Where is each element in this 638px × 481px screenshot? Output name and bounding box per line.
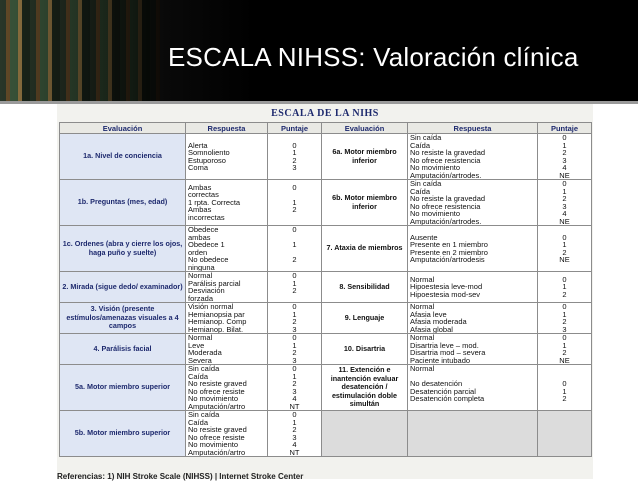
response-item: Obedece 1 xyxy=(188,240,225,249)
response-item: No resiste la gravedad xyxy=(410,148,486,157)
header-respuesta-right: Respuesta xyxy=(408,123,538,134)
response-item: Presente en 1 miembro xyxy=(410,240,488,249)
score-item: 1 xyxy=(292,417,297,427)
evaluation-label-right: 10. Disartria xyxy=(322,334,408,365)
score-item-cell xyxy=(538,134,592,180)
response-item: Amputación/artro xyxy=(188,447,246,457)
response-item: Leve xyxy=(188,340,205,350)
score-item: 0 xyxy=(562,232,567,242)
table-row xyxy=(60,134,592,180)
score-item-cell xyxy=(268,303,322,334)
header-puntaje: Puntaje xyxy=(268,123,322,134)
response-item: Disartria mod – severa xyxy=(410,348,486,357)
response-item-cell xyxy=(408,180,538,226)
score-item: 1 xyxy=(292,148,297,157)
response-item: Sin caída xyxy=(188,364,220,373)
response-item: Sin caída xyxy=(188,410,220,419)
response-item: ninguna xyxy=(188,262,215,272)
score-item: 2 xyxy=(292,425,297,434)
response-item: Desviación xyxy=(188,286,225,295)
header-evaluacion: Evaluación xyxy=(60,123,186,134)
response-item: Moderada xyxy=(188,348,222,357)
evaluation-label-left: 5a. Motor miembro superior xyxy=(60,365,186,411)
response-item-cell xyxy=(408,226,538,272)
empty-response-item-cell xyxy=(408,411,538,457)
response-item: Amputación/artrodes. xyxy=(410,216,482,226)
score-item: 0 xyxy=(292,410,297,419)
response-item: ambas xyxy=(188,232,211,242)
score-item: 1 xyxy=(562,186,567,196)
empty-score-item-cell xyxy=(538,411,592,457)
response-item: No ofrece resiste xyxy=(188,386,245,396)
score-item: 1 xyxy=(292,278,297,288)
score-item-cell xyxy=(538,303,592,334)
response-item: Desatención parcial xyxy=(410,386,476,396)
evaluation-label-right: 11. Extención e inantención evaluar desatención / estimulación doble simultán xyxy=(322,365,408,411)
response-item: Normal xyxy=(410,274,435,284)
response-item: Parálisis parcial xyxy=(188,278,241,288)
score-item: 3 xyxy=(562,155,567,165)
empty-evaluation-label-right-cell xyxy=(322,411,408,457)
score-item xyxy=(540,403,589,411)
score-item xyxy=(270,214,319,222)
response-item: No obedece xyxy=(188,255,229,264)
score-item-cell xyxy=(538,365,592,411)
table-body xyxy=(60,134,592,457)
score-item: 0 xyxy=(562,333,567,342)
score-item: 2 xyxy=(562,394,567,403)
evaluation-label-left: 4. Parálisis facial xyxy=(60,334,186,365)
score-item: 3 xyxy=(292,355,297,365)
response-item: No movimiento xyxy=(410,209,461,218)
response-item: Severa xyxy=(188,355,212,365)
table-header-row xyxy=(60,123,592,134)
evaluation-label-right: 6b. Motor miembro inferior xyxy=(322,180,408,226)
score-item: NT xyxy=(289,447,300,457)
score-item: 2 xyxy=(292,379,297,388)
response-item: Coma xyxy=(188,163,209,172)
table-row xyxy=(60,365,592,411)
response-item-cell xyxy=(186,226,268,272)
score-item: 2 xyxy=(562,194,567,203)
table-row xyxy=(60,180,592,226)
header-evaluacion-right: Evaluación xyxy=(322,123,408,134)
header-photo-strip xyxy=(0,0,160,104)
response-item-cell xyxy=(408,134,538,180)
score-item: NE xyxy=(559,255,570,264)
response-item: forzada xyxy=(188,293,214,303)
score-item xyxy=(270,264,319,272)
response-item: Ausente xyxy=(410,232,438,242)
response-item: Sin caída xyxy=(410,133,442,142)
response-item: Afasia leve xyxy=(410,309,447,319)
score-item: 2 xyxy=(562,317,567,326)
score-item: 0 xyxy=(562,179,567,188)
sheet-title: ESCALA DE LA NIHS xyxy=(271,108,379,119)
response-item: Somnoliento xyxy=(188,148,230,157)
evaluation-label-left: 1a. Nivel de conciencia xyxy=(60,134,186,180)
response-item: Normal xyxy=(410,302,435,311)
response-item: Alerta xyxy=(188,140,208,150)
response-item: No ofrece resistencia xyxy=(410,155,481,165)
response-item: Normal xyxy=(410,364,435,373)
response-item: Caída xyxy=(188,371,209,381)
response-item: No movimiento xyxy=(188,440,239,449)
score-item: 1 xyxy=(292,197,297,207)
response-item-cell xyxy=(408,303,538,334)
score-item-cell xyxy=(268,365,322,411)
score-item: 0 xyxy=(292,182,297,192)
response-item: No desatención xyxy=(410,379,463,388)
score-item: 1 xyxy=(562,386,567,396)
response-item: Hemianop. Comp xyxy=(188,317,247,326)
score-item-cell xyxy=(538,272,592,303)
response-item: Ambas xyxy=(188,205,212,215)
score-item: NE xyxy=(559,170,570,180)
response-item-cell xyxy=(186,334,268,365)
nihss-sheet xyxy=(57,104,593,479)
evaluation-label-right: 9. Lenguaje xyxy=(322,303,408,334)
response-item: 1 rpta. Correcta xyxy=(188,197,241,207)
score-item: NE xyxy=(559,216,570,226)
table-row xyxy=(60,303,592,334)
score-item-cell xyxy=(538,180,592,226)
response-item-cell xyxy=(408,365,538,411)
score-item-cell xyxy=(268,272,322,303)
response-item: Ambas xyxy=(188,182,212,192)
evaluation-label-right: 8. Sensibilidad xyxy=(322,272,408,303)
score-item xyxy=(270,295,319,303)
score-item: 0 xyxy=(292,302,297,311)
score-item-cell xyxy=(268,411,322,457)
table-row xyxy=(60,226,592,272)
score-item: 0 xyxy=(292,364,297,373)
response-item-cell xyxy=(186,303,268,334)
response-item: Estuporoso xyxy=(188,155,226,165)
score-item: 4 xyxy=(562,209,567,218)
response-item-cell xyxy=(408,334,538,365)
score-item: 2 xyxy=(562,348,567,357)
response-item: No resiste graved xyxy=(188,425,247,434)
response-item: Amputación/artrodes. xyxy=(410,170,482,180)
response-item: Afasia global xyxy=(410,324,453,334)
response-item: Caída xyxy=(188,417,209,427)
response-item: Normal xyxy=(188,271,213,280)
score-item: 2 xyxy=(292,155,297,165)
score-item: 2 xyxy=(562,247,567,257)
nihss-table xyxy=(59,122,592,457)
score-item: 0 xyxy=(562,133,567,142)
score-item: 4 xyxy=(562,163,567,172)
score-item: 4 xyxy=(292,394,297,403)
response-item: Paciente intubado xyxy=(410,355,471,365)
score-item: 1 xyxy=(562,240,567,249)
response-item-cell xyxy=(186,411,268,457)
evaluation-label-left: 5b. Motor miembro superior xyxy=(60,411,186,457)
response-item: Obedece xyxy=(188,225,219,234)
score-item-cell xyxy=(268,134,322,180)
header-respuesta: Respuesta xyxy=(186,123,268,134)
response-item: Hipoestesia leve-mod xyxy=(410,282,483,292)
score-item: NT xyxy=(289,401,300,411)
score-item: 2 xyxy=(292,286,297,295)
response-item: No ofrece resiste xyxy=(188,432,245,442)
response-item: No resiste graved xyxy=(188,379,247,388)
slide-title: ESCALA NIHSS: Valoración clínica xyxy=(168,42,579,72)
response-item: No movimiento xyxy=(410,163,461,172)
response-item: Normal xyxy=(410,333,435,342)
response-item: orden xyxy=(188,247,208,257)
score-item: 1 xyxy=(292,309,297,319)
score-item: NE xyxy=(559,355,570,365)
response-item-cell xyxy=(186,365,268,411)
header-puntaje-right: Puntaje xyxy=(538,123,592,134)
score-item: 2 xyxy=(292,255,297,264)
score-item: 0 xyxy=(292,271,297,280)
score-item: 3 xyxy=(292,163,297,172)
table-row xyxy=(60,272,592,303)
response-item: Afasia moderada xyxy=(410,317,467,326)
score-item-cell xyxy=(538,334,592,365)
response-item: Desatención completa xyxy=(410,394,485,403)
score-item: 2 xyxy=(562,289,567,299)
evaluation-label-left: 2. Mirada (sigue dedo/ examinador) xyxy=(60,272,186,303)
response-item: Disartria leve – mod. xyxy=(410,340,479,350)
table-row xyxy=(60,411,592,457)
score-item: 1 xyxy=(562,140,567,150)
response-item-cell xyxy=(186,272,268,303)
response-item: No movimiento xyxy=(188,394,239,403)
response-item: correctas xyxy=(188,190,219,200)
response-item: Sin caída xyxy=(410,179,442,188)
score-item: 2 xyxy=(292,317,297,326)
response-item-cell xyxy=(186,134,268,180)
score-item: 1 xyxy=(562,282,567,292)
score-item: 1 xyxy=(562,340,567,350)
response-item: incorrectas xyxy=(188,212,225,222)
evaluation-label-right: 7. Ataxia de miembros xyxy=(322,226,408,272)
score-item-cell xyxy=(268,180,322,226)
score-item: 3 xyxy=(562,324,567,334)
reference-line: Referencias: 1) NIH Stroke Scale (NIHSS) | Internet Stroke Center xyxy=(57,472,304,481)
score-item: 3 xyxy=(562,201,567,211)
response-item: Normal xyxy=(188,333,213,342)
score-item: 2 xyxy=(562,148,567,157)
score-item: 0 xyxy=(562,274,567,284)
response-item: Presente en 2 miembro xyxy=(410,247,488,257)
score-item: 3 xyxy=(292,324,297,334)
score-item-cell xyxy=(268,334,322,365)
response-item: Caída xyxy=(410,140,431,150)
score-item: 0 xyxy=(292,140,297,150)
score-item: 0 xyxy=(292,333,297,342)
score-item: 1 xyxy=(292,371,297,381)
response-item: Caída xyxy=(410,186,431,196)
score-item: 3 xyxy=(292,432,297,442)
score-item: 0 xyxy=(562,379,567,388)
score-item: 3 xyxy=(292,386,297,396)
score-item: 1 xyxy=(292,340,297,350)
response-item: Amputación/artro xyxy=(188,401,246,411)
score-item: 0 xyxy=(292,225,297,234)
response-item: Amputación/artrodesis xyxy=(410,255,485,264)
response-item: No ofrece resistencia xyxy=(410,201,481,211)
score-item-cell xyxy=(268,226,322,272)
evaluation-label-left: 1c. Ordenes (abra y cierre los ojos, haga puño y suelte) xyxy=(60,226,186,272)
response-item: Visión normal xyxy=(188,302,234,311)
score-item: 1 xyxy=(562,309,567,319)
response-item xyxy=(410,403,535,411)
response-item: No resiste la gravedad xyxy=(410,194,486,203)
response-item: Hemianop. Bilat. xyxy=(188,324,244,334)
table-row xyxy=(60,334,592,365)
response-item-cell xyxy=(186,180,268,226)
score-item: 0 xyxy=(562,302,567,311)
evaluation-label-right: 6a. Motor miembro inferior xyxy=(322,134,408,180)
score-item: 1 xyxy=(292,240,297,249)
score-item: 2 xyxy=(292,205,297,215)
evaluation-label-left: 3. Visión (presente estímulos/amenazas visuales a 4 campos xyxy=(60,303,186,334)
score-item-cell xyxy=(538,226,592,272)
response-item: Hipoestesia mod-sev xyxy=(410,289,481,299)
score-item: 4 xyxy=(292,440,297,449)
response-item-cell xyxy=(408,272,538,303)
response-item: Hemianopsia par xyxy=(188,309,245,319)
score-item: 2 xyxy=(292,348,297,357)
evaluation-label-left: 1b. Preguntas (mes, edad) xyxy=(60,180,186,226)
